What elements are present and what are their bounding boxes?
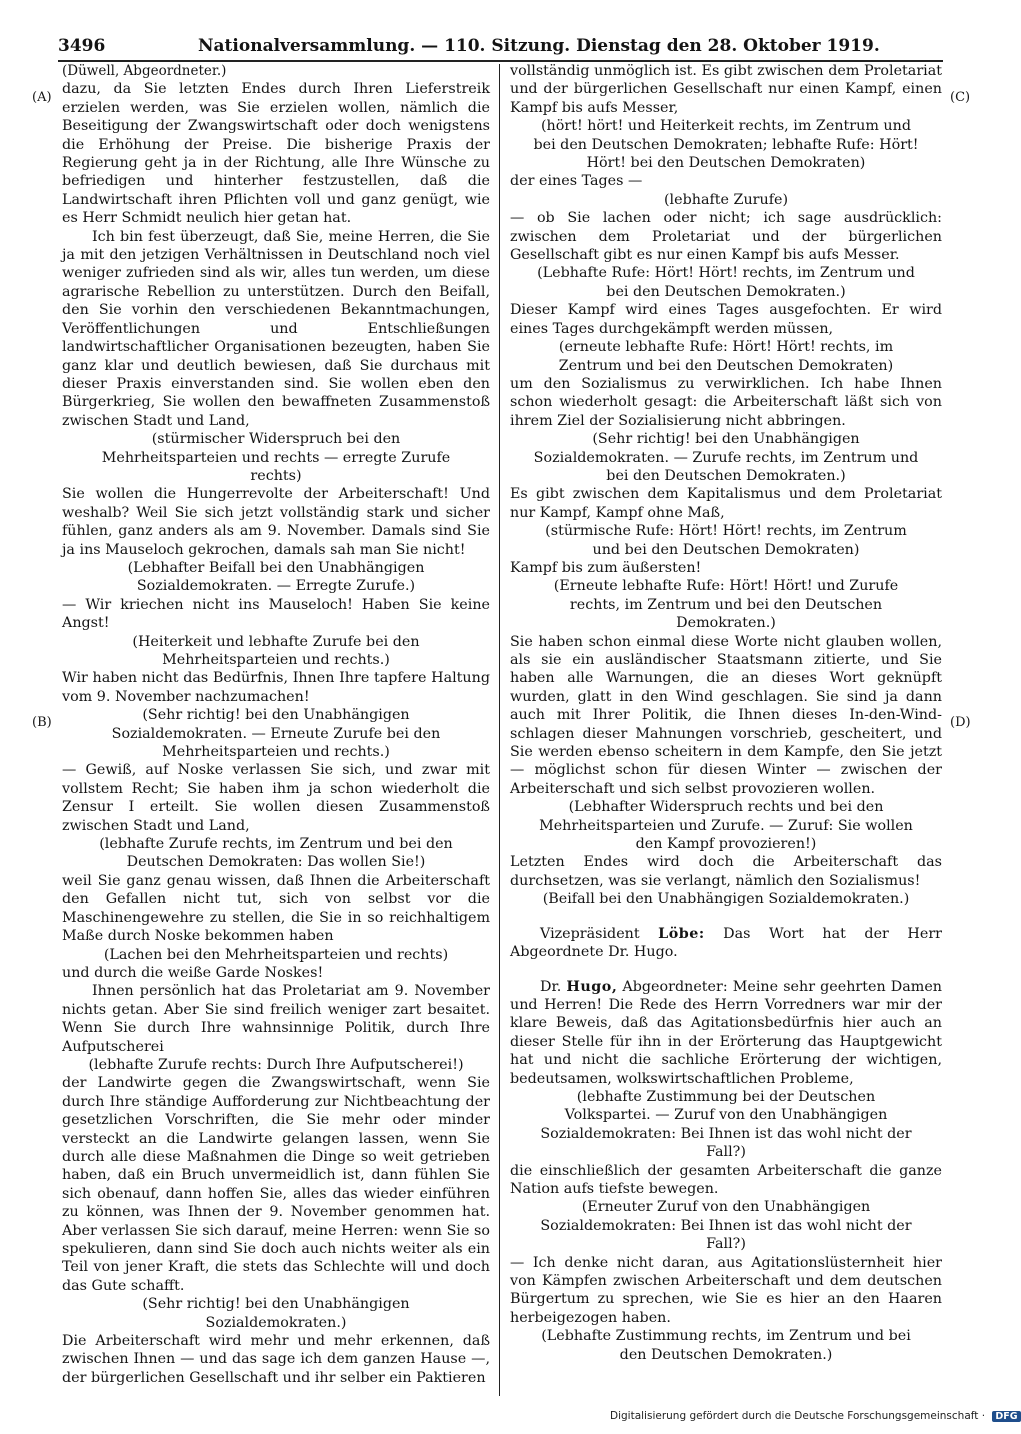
paragraph: (Düwell, Abgeordneter.) bbox=[62, 63, 227, 79]
left-column bbox=[62, 62, 490, 1387]
interjection: (Erneuter Zuruf von den Unabhängigen Sozialdemokraten: Bei Ihnen ist das wohl nicht der Fall?) bbox=[540, 1199, 912, 1253]
interjection: (Lebhafter Widerspruch rechts und bei den Mehrheitsparteien und Zurufe. — Zuruf: Sie wollen den Kampf provozieren!) bbox=[539, 799, 913, 853]
paragraph: — Gewiß, auf Noske verlassen Sie sich, und zwar mit vollstem Recht; Sie haben ihm ja schon wiederholt die Zensur I erteilt. Sie wollen diesen Zusammenstoß zwischen Stadt und Land, bbox=[62, 762, 490, 834]
interjection: (hört! hört! und Heiterkeit rechts, im Zentrum und bei den Deutschen Demokraten; lebhafte Rufe: Hört! Hört! bei den Deutschen Demokraten) bbox=[533, 118, 919, 172]
interjection: (lebhafte Zustimmung bei der Deutschen Volkspartei. — Zuruf von den Unabhängigen Sozialdemokraten: Bei Ihnen ist das wohl nicht der Fall?) bbox=[540, 1088, 912, 1161]
interjection: (Sehr richtig! bei den Unabhängigen Sozialdemokraten.) bbox=[142, 1296, 410, 1331]
paragraph: Dieser Kampf wird eines Tages ausgefochten. Er wird eines Tages durchgekämpft werden müssen, bbox=[510, 302, 942, 337]
margin-letter-a: (A) bbox=[32, 90, 52, 105]
interjection: (stürmischer Widerspruch bei den Mehrheitsparteien und rechts — erregte Zurufe rechts) bbox=[101, 431, 451, 484]
page-header bbox=[58, 30, 943, 60]
interjection: (Lebhafte Zustimmung rechts, im Zentrum und bei den Deutschen Demokraten.) bbox=[541, 1328, 911, 1363]
right-column bbox=[510, 62, 942, 1364]
paragraph: vollständig unmöglich ist. Es gibt zwischen dem Proletariat und der bürgerlichen Gesellschaft nur einen Kampf, einen Kampf bis aufs Messer, bbox=[510, 63, 942, 116]
interjection: (Lebhafte Rufe: Hört! Hört! rechts, im Zentrum und bei den Deutschen Demokraten.) bbox=[537, 265, 915, 300]
dfg-logo: DFG bbox=[992, 1411, 1020, 1422]
interjection: (Heiterkeit und lebhafte Zurufe bei den Mehrheitsparteien und rechts.) bbox=[132, 633, 420, 668]
paragraph: — Wir kriechen nicht ins Mauseloch! Haben Sie keine Angst! bbox=[62, 596, 490, 632]
interjection: (Beifall bei den Unabhängigen Sozialdemokraten.) bbox=[542, 891, 910, 908]
paragraph: Es gibt zwischen dem Kapitalismus und dem Proletariat nur Kampf, Kampf ohne Maß, bbox=[510, 486, 942, 521]
paragraph: die einschließlich der gesamten Arbeiterschaft die ganze Nation aufs tiefste bewegen. bbox=[510, 1162, 942, 1197]
interjection: (Erneute lebhafte Rufe: Hört! Hört! und Zurufe rechts, im Zentrum und bei den Deutschen Demokraten.) bbox=[553, 578, 899, 632]
interjection: (stürmische Rufe: Hört! Hört! rechts, im Zentrum und bei den Deutschen Demokraten) bbox=[545, 523, 907, 558]
footer-credit bbox=[610, 1410, 1018, 1428]
column-divider bbox=[499, 64, 500, 1396]
speaker-name: Löbe: bbox=[658, 925, 705, 942]
paragraph: Wir haben nicht das Bedürfnis, Ihnen Ihre tapfere Haltung vom 9. November nachzumachen! bbox=[62, 670, 490, 705]
paragraph: und durch die weiße Garde Noskes! bbox=[62, 964, 324, 981]
speaker-name: Hugo, bbox=[566, 978, 618, 995]
interjection: (lebhafte Zurufe rechts, im Zentrum und bei den Deutschen Demokraten: Das wollen Sie!) bbox=[99, 836, 453, 871]
margin-letter-c: (C) bbox=[950, 90, 971, 105]
interjection: (Lebhafter Beifall bei den Unabhängigen Sozialdemokraten. — Erregte Zurufe.) bbox=[127, 559, 425, 595]
footer-text: Digitalisierung gefördert durch die Deutsche Forschungsgemeinschaft · bbox=[610, 1410, 986, 1422]
interjection: (Sehr richtig! bei den Unabhängigen Sozialdemokraten. — Erneute Zurufe bei den Mehrheitsparteien und rechts.) bbox=[111, 707, 441, 761]
paragraph: Sie wollen die Hungerrevolte der Arbeiterschaft! Und weshalb? Weil Sie sich jetzt vollständig stark und sicher fühlen, ganz anders als am 9. November. Damals sind Sie ja ins Mauseloch gekrochen, damals sah man Sie nicht! bbox=[62, 486, 490, 558]
interjection: (lebhafte Zurufe rechts: Durch Ihre Aufputscherei!) bbox=[88, 1056, 464, 1073]
header-title: Nationalversammlung. — 110. Sitzung. Dienstag den 28. Oktober 1919. bbox=[198, 36, 880, 56]
paragraph: — ob Sie lachen oder nicht; ich sage ausdrücklich: zwischen dem Proletariat und der bürgerlichen Gesellschaft gibt es nur einen Kampf bis aufs Messer. bbox=[510, 210, 942, 264]
paragraph: — Ich denke nicht daran, aus Agitationslüsternheit hier von Kämpfen zwischen Arbeiterschaft und dem deutschen Bürgertum zu sprechen, wie Sie es hier an den Haaren herbeigezogen haben. bbox=[510, 1254, 942, 1326]
interjection: (Lachen bei den Mehrheitsparteien und rechts) bbox=[103, 946, 449, 963]
paragraph: Die Arbeiterschaft wird mehr und mehr erkennen, daß zwischen Ihnen — und das sage ich dem ganzen Hause —, der bürgerlichen Gesellschaft und ihr selber ein Paktieren bbox=[62, 1333, 490, 1386]
paragraph bbox=[510, 925, 942, 962]
paragraph: der eines Tages — bbox=[510, 173, 643, 190]
page-number: 3496 bbox=[58, 36, 106, 56]
paragraph: der Landwirte gegen die Zwangswirtschaft, wenn Sie durch Ihre ständige Aufforderung zur Nichtbeachtung der gesetzlichen Vorschriften, die Sie mehr oder minder versteckt an die Landwirte gelangen lassen, wenn Sie durch alle diese Maßnahmen die Dinge so weit getrieben haben, daß ein Bruch unvermeidlich ist, dann fühlen Sie sich obenauf, dann hoffen Sie, alles das wieder einführen zu können, was Ihnen der 9. November genommen hat. Aber verlassen Sie sich darauf, meine Herren: wenn Sie so spekulieren, dann sind Sie doch auch nichts weiter als ein Teil von jener Kraft, die stets das Schlechte will und doch das Gute schafft. bbox=[62, 1075, 490, 1294]
paragraph: Sie haben schon einmal diese Worte nicht glauben wollen, als sie ein ausländischer Staatsmann zitierte, und Sie haben alle Warnungen, die an dieses Wort geknüpft wurden, glatt in den Wind geschlagen. Sie sind ja dann auch mit Ihrer Politik, die Ihnen dieses In-den-Wind-schlagen dieser Mahnungen vorschrieb, gescheitert, und Sie werden ebenso scheitern in dem Kampfe, den Sie jetzt — möglichst schon für diesen Winter — zwischen der Arbeiterschaft und sich selbst provozieren wollen. bbox=[510, 633, 942, 797]
interjection: (Sehr richtig! bei den Unabhängigen Sozialdemokraten. — Zurufe rechts, im Zentrum und bei den Deutschen Demokraten.) bbox=[533, 431, 919, 484]
paragraph bbox=[510, 978, 942, 1088]
speaker-prefix: Dr. bbox=[540, 978, 567, 995]
speaker-prefix: Vizepräsident bbox=[540, 925, 659, 942]
paragraph: weil Sie ganz genau wissen, daß Ihnen die Arbeiterschaft den Gefallen nicht tut, sich von selbst vor die Maschinengewehre zu stellen, die Sie in so reichhaltigem Maße durch Noske bekommen haben bbox=[62, 872, 490, 945]
speech-text: Das Wort hat der Herr Abgeordnete Dr. Hugo. bbox=[510, 925, 942, 961]
paragraph: Ihnen persönlich hat das Proletariat am 9. November nichts getan. Aber Sie sind freilich weniger zart besaitet. Wenn Sie durch Ihre wahnsinnige Politik, durch Ihre Aufputscherei bbox=[62, 983, 490, 1055]
paragraph: Ich bin fest überzeugt, daß Sie, meine Herren, die Sie ja mit den jetzigen Verhältnissen in Deutschland noch viel weniger zufrieden sind als wir, alles tun werden, um diese agrarische Rebellion zu unterstützen. Durch den Beifall, den Sie vorhin den verschiedenen Bekanntmachungen, Veröffentlichungen und Entschließungen landwirtschaftlicher Organisationen bezeugten, haben Sie ganz klar und deutlich bewiesen, daß Sie durchaus mit dieser Praxis einverstanden sind. Sie wollen eben den Bürgerkrieg, Sie wollen den bewaffneten Zusammenstoß zwischen Stadt und Land, bbox=[62, 228, 490, 429]
speech-text: Abgeordneter: Meine sehr geehrten Damen und Herren! Die Rede des Herrn Vorredners war mir der klare Beweis, daß das Agitationsbedürfnis hier auch an dieser Stelle für ihn in der Erörterung das Hauptgewicht hat und nicht die sachliche Erörterung der wichtigen, bedeutsamen, wolkswirtschaftlichen Probleme, bbox=[510, 978, 942, 1087]
paragraph: um den Sozialismus zu verwirklichen. Ich habe Ihnen schon wiederholt gesagt: die Arbeiterschaft läßt sich von ihrem Ziel der Sozialisierung nicht abbringen. bbox=[510, 375, 942, 429]
interjection: (erneute lebhafte Rufe: Hört! Hört! rechts, im Zentrum und bei den Deutschen Demokraten) bbox=[558, 339, 894, 374]
paragraph: Kampf bis zum äußersten! bbox=[510, 559, 702, 576]
margin-letter-b: (B) bbox=[32, 715, 52, 730]
margin-letter-d: (D) bbox=[950, 715, 971, 730]
interjection: (lebhafte Zurufe) bbox=[663, 191, 789, 208]
paragraph: dazu, da Sie letzten Endes durch Ihren Lieferstreik erzielen werden, was Sie erzielen wollen, nämlich die Beseitigung der Zwangswirtschaft oder doch wenigstens die Erhöhung der Preise. Die bisherige Praxis der Regierung geht ja in der Richtung, alle Ihre Wünsche zu befriedigen und hinterher festzustellen, daß die Landwirtschaft ihren Pflichten voll und ganz genügt, wie es Herr Schmidt neulich hier getan hat. bbox=[62, 81, 490, 227]
paragraph: Letzten Endes wird doch die Arbeiterschaft das durchsetzen, was sie verlangt, nämlich den Sozialismus! bbox=[510, 854, 942, 889]
